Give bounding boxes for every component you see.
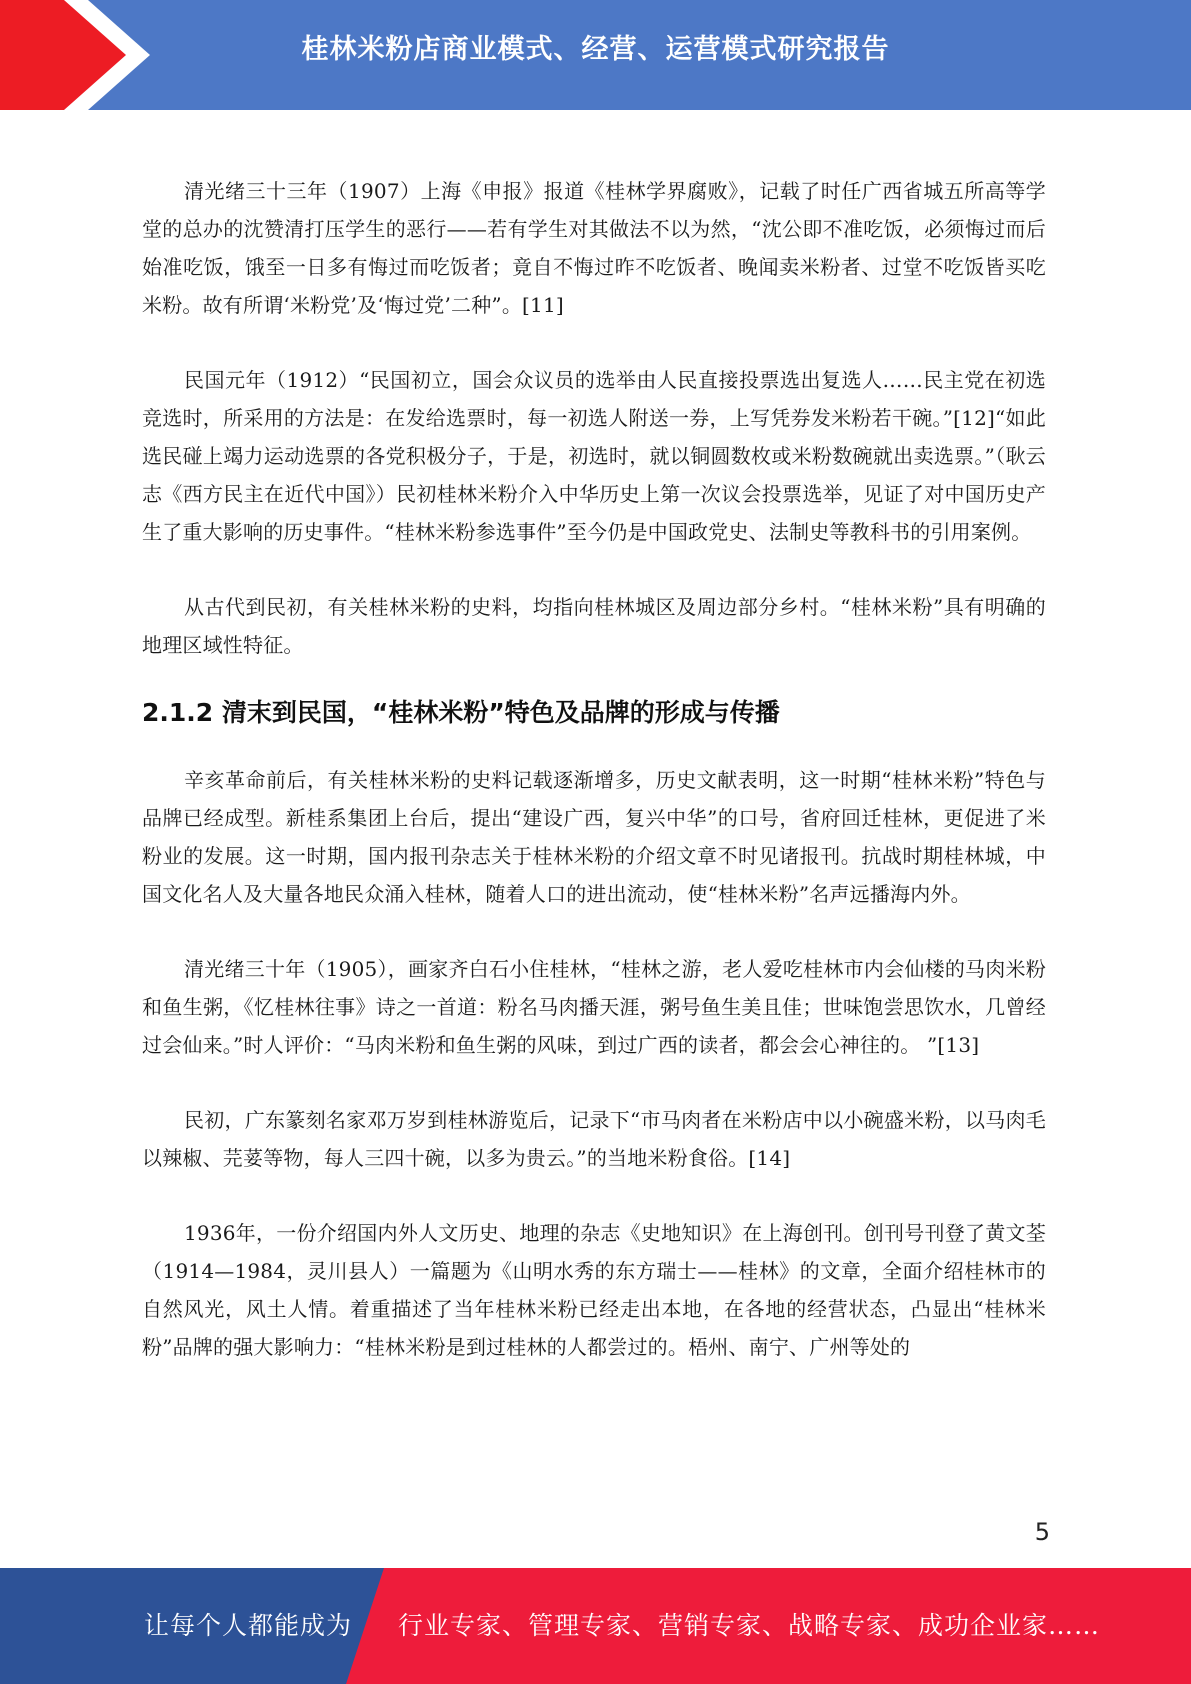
paragraph-qibaishi: 清光绪三十年（1905），画家齐白石小住桂林，“桂林之游，老人爱吃桂林市内会仙楼的马肉米粉和鱼生粥，《忆桂林往事》诗之一首道：粉名马肉播天涯，粥号鱼生美且佳；世味饱尝思饮水，几曾经过会仙来。”时人评价：“马肉米粉和鱼生粥的风味，到过广西的读者，都会会心神往的。 ”[13] (142, 957, 1046, 1057)
paragraph-minguo-election: 民国元年（1912）“民国初立，国会众议员的选举由人民直接投票选出复选人……民主党在初选竞选时，所采用的方法是：在发给选票时，每一初选人附送一券，上写凭券发米粉若干碗。”[12]“如此选民碰上竭力运动选票的各党积极分子，于是，初选时，就以铜圆数枚或米粉数碗就出卖选票。”（耿云志《西方民主在近代中国》）民初桂林米粉介入中华历史上第一次议会投票选举，见证了对中国历史产生了重大影响的历史事件。“桂林米粉参选事件”至今仍是中国政党史、法制史等教科书的引用案例。 (142, 368, 1046, 544)
page-number: 5 (1034, 1518, 1050, 1546)
footer-slogan-left: 让每个人都能成为 (144, 1611, 353, 1640)
paragraph-geographic-feature: 从古代到民初，有关桂林米粉的史料，均指向桂林城区及周边部分乡村。“桂林米粉”具有明确的地理区域性特征。 (142, 595, 1046, 657)
footer-slogan-right: 行业专家、管理专家、营销专家、战略专家、成功企业家…… (398, 1611, 1101, 1640)
paragraph-xinhai: 辛亥革命前后，有关桂林米粉的史料记载逐渐增多，历史文献表明，这一时期“桂林米粉”特色与品牌已经成型。新桂系集团上台后，提出“建设广西，复兴中华”的口号，省府回迁桂林，更促进了米粉业的发展。这一时期，国内报刊杂志关于桂林米粉的介绍文章不时见诸报刊。抗战时期桂林城，中国文化名人及大量各地民众涌入桂林，随着人口的进出流动，使“桂林米粉”名声远播海内外。 (142, 768, 1046, 906)
page-header (0, 0, 1191, 110)
paragraph-dengwansui: 民初，广东篆刻名家邓万岁到桂林游览后，记录下“市马肉者在米粉店中以小碗盛米粉，以马肉毛以辣椒、芫荽等物，每人三四十碗，以多为贵云。”的当地米粉食俗。[14] (142, 1108, 1046, 1170)
document-body (142, 172, 1046, 1366)
report-title (0, 0, 1191, 100)
paragraph-1936-magazine: 1936年，一份介绍国内外人文历史、地理的杂志《史地知识》在上海创刊。创刊号刊登了黄文荃（1914—1984，灵川县人）一篇题为《山明水秀的东方瑞士——桂林》的文章，全面介绍桂林市的自然风光，风土人情。着重描述了当年桂林米粉已经走出本地，在各地的经营状态，凸显出“桂林米粉”品牌的强大影响力：“桂林米粉是到过桂林的人都尝过的。梧州、南宁、广州等处的 (142, 1221, 1046, 1359)
report-title-text: 桂林米粉店商业模式、经营、运营模式研究报告 (301, 34, 890, 65)
paragraph-shenbao: 清光绪三十三年（1907）上海《申报》报道《桂林学界腐败》，记载了时任广西省城五所高等学堂的总办的沈赞清打压学生的恶行——若有学生对其做法不以为然，“沈公即不准吃饭，必须悔过而后始准吃饭，饿至一日多有悔过而吃饭者；竟自不悔过昨不吃饭者、晚闻卖米粉者、过堂不吃饭皆买吃米粉。故有所谓‘米粉党’及‘悔过党’二种”。[11] (142, 179, 1046, 317)
section-heading: 2.1.2 清末到民国，“桂林米粉”特色及品牌的形成与传播 (142, 698, 780, 727)
page-footer (0, 1568, 1191, 1684)
